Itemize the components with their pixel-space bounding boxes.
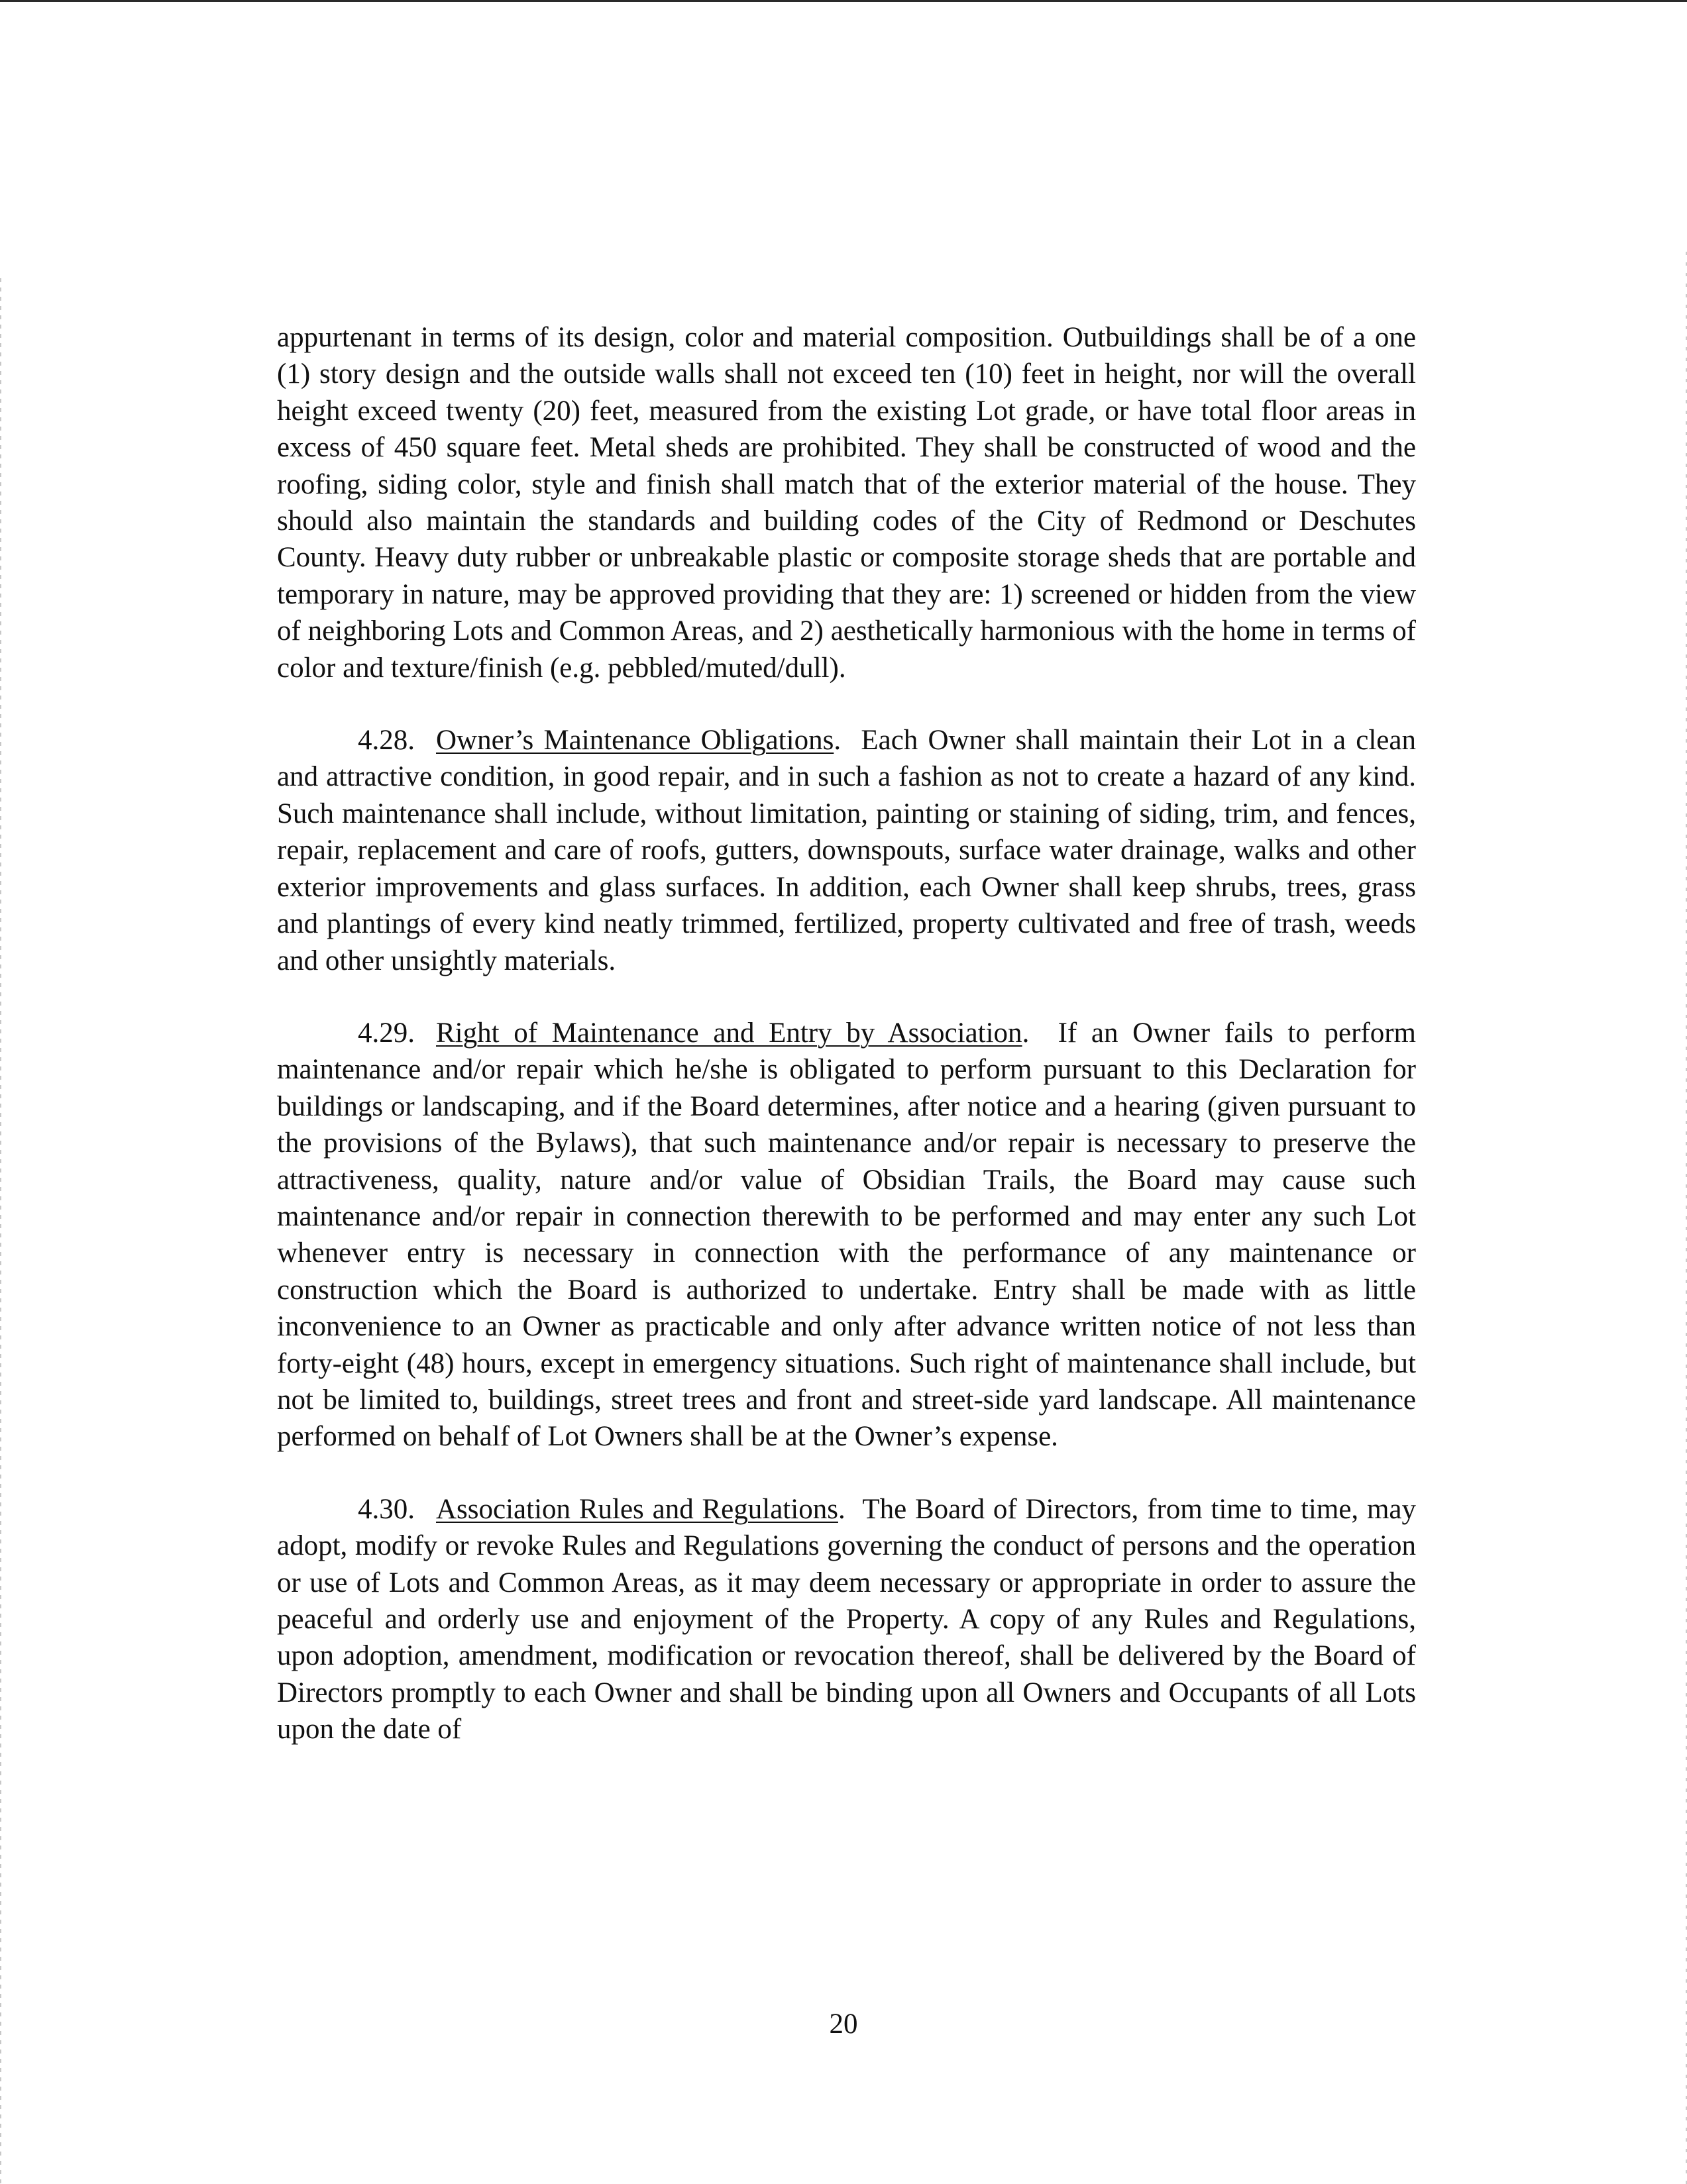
section-number: 4.29. <box>358 1017 415 1049</box>
section-heading-period: . <box>838 1493 845 1525</box>
section-4-28 <box>277 722 1416 979</box>
section-text: The Board of Directors, from time to time, may adopt, modify or revoke Rules and Regulations governing the conduct of persons and the operation or use of Lots and Common Areas, as it may deem necessary or appropriate in order to assure the peaceful and orderly use and enjoyment of the Property. A copy of any Rules and Regulations, upon adoption, amendment, modification or revocation thereof, shall be delivered by the Board of Directors promptly to each Owner and shall be binding upon all Owners and Occupants of all Lots upon the date of <box>277 1493 1417 1745</box>
section-4-29 <box>277 1015 1416 1455</box>
section-number: 4.28. <box>358 725 415 756</box>
section-heading-period: . <box>834 725 842 756</box>
section-heading: Owner’s Maintenance Obligations <box>436 725 834 756</box>
scan-top-edge <box>0 0 1687 2</box>
section-number: 4.30. <box>358 1493 415 1525</box>
section-heading-period: . <box>1022 1017 1030 1049</box>
section-heading: Association Rules and Regulations <box>436 1493 838 1525</box>
section-text: Each Owner shall maintain their Lot in a clean and attractive condition, in good repair, and in such a fashion as not to create a hazard of any kind. Such maintenance shall include, without limitation, painting or staining of siding, trim, and fences, repair, replacement and care of roofs, gutters, downspouts, surface water drainage, walks and other exterior improvements and glass surfaces. In addition, each Owner shall keep shrubs, trees, grass and plantings of every kind neatly trimmed, fertilized, property cultivated and free of trash, weeds and other unsightly materials. <box>277 725 1416 976</box>
section-heading: Right of Maintenance and Entry by Association <box>436 1017 1022 1049</box>
paragraph-text: appurtenant in terms of its design, color and material composition. Outbuildings shall be of a one (1) story design and the outside walls shall not exceed ten (10) feet in height, nor will the overall height exceed twenty (20) feet, measured from the existing Lot grade, or have total floor areas in excess of 450 square feet. Metal sheds are prohibited. They shall be constructed of wood and the roofing, siding color, style and finish shall match that of the exterior material of the house. They should also maintain the standards and building codes of the City of Redmond or Deschutes County. Heavy duty rubber or unbreakable plastic or composite storage sheds that are portable and temporary in nature, may be approved providing that they are: 1) screened or hidden from the view of neighboring Lots and Common Areas, and 2) aesthetically harmonious with the home in terms of color and texture/finish (e.g. pebbled/muted/dull). <box>277 322 1416 684</box>
page-number: 20 <box>829 2008 858 2040</box>
document-body <box>277 319 1416 1784</box>
paragraph-outbuildings-continued <box>277 319 1416 686</box>
scan-left-edge <box>0 278 1 2184</box>
section-text: If an Owner fails to perform maintenance and/or repair which he/she is obligated to perform pursuant to this Declaration for buildings or landscaping, and if the Board determines, after notice and a hearing (given pursuant to the provisions of the Bylaws), that such maintenance and/or repair is necessary to preserve the attractiveness, quality, nature and/or value of Obsidian Trails, the Board may cause such maintenance and/or repair in connection therewith to be performed and may enter any such Lot whenever entry is necessary in connection with the performance of any maintenance or construction which the Board is authorized to undertake. Entry shall be made with as little inconvenience to an Owner as practicable and only after advance written notice of not less than forty-eight (48) hours, except in emergency situations. Such right of maintenance shall include, but not be limited to, buildings, street trees and front and street-side yard landscape. All maintenance performed on behalf of Lot Owners shall be at the Owner’s expense. <box>277 1017 1416 1453</box>
section-4-30 <box>277 1491 1416 1748</box>
